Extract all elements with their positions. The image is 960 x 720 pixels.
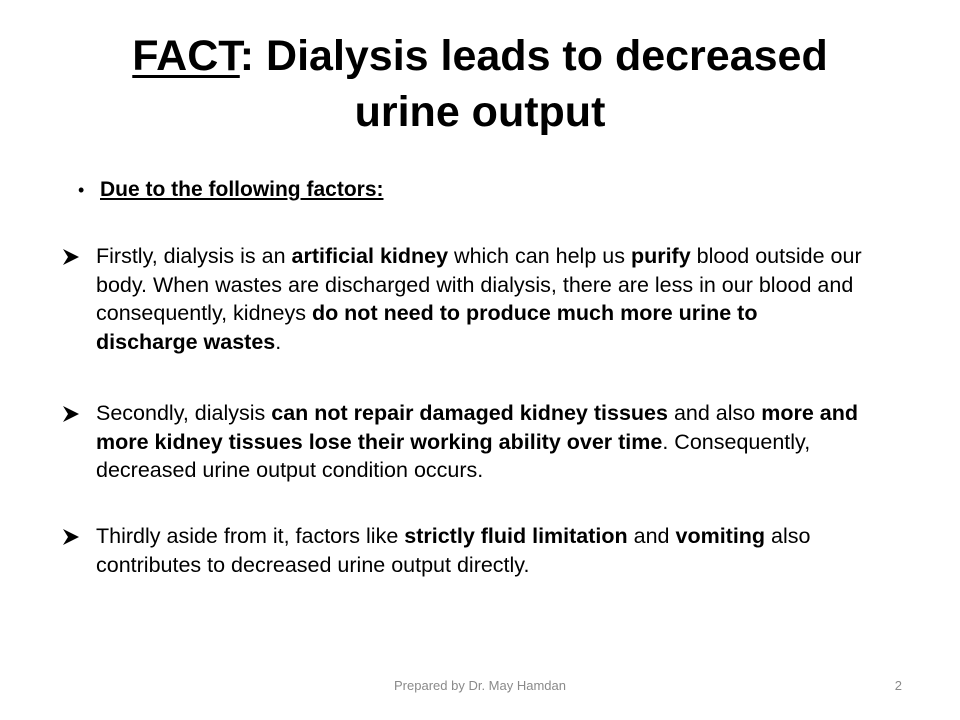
point-3 — [62, 522, 862, 579]
emphasis-text: vomiting — [675, 524, 766, 548]
body-text: Firstly, dialysis is an — [96, 244, 292, 268]
title-fact-word: FACT — [132, 32, 240, 80]
body-text: . Consequently, decreased urine output condition occurs. — [96, 429, 811, 482]
slide-title — [60, 28, 900, 140]
arrow-bullet-icon — [62, 248, 80, 266]
point-text — [96, 399, 862, 485]
body-text: which can help us — [448, 244, 631, 268]
body-text: blood outside our body. When wastes are discharged with dialysis, there are less in our blood and consequently, kidneys — [96, 244, 862, 325]
emphasis-text: purify — [630, 244, 691, 268]
emphasis-text: can not repair damaged kidney tissues — [271, 401, 668, 425]
arrow-bullet-icon — [62, 528, 80, 546]
arrow-bullet-icon — [62, 405, 80, 423]
emphasis-text: do not need to produce much more urine to discharge wastes — [96, 301, 758, 354]
body-text: . — [275, 329, 282, 354]
page-number: 2 — [894, 678, 902, 693]
intro-text: Due to the following factors: — [100, 178, 384, 201]
point-text — [96, 522, 862, 579]
emphasis-text: more and more kidney tissues lose their working ability over time — [96, 401, 858, 454]
point-text — [96, 242, 862, 356]
point-1 — [62, 242, 862, 356]
emphasis-text: artificial kidney — [291, 244, 449, 268]
body-text: Secondly, dialysis — [96, 401, 272, 425]
body-text: also contributes to decreased urine output directly. — [96, 524, 811, 577]
title-line-2: urine output — [354, 88, 606, 136]
footer-credit: Prepared by Dr. May Hamdan — [394, 678, 566, 693]
title-rest: : Dialysis leads to decreased — [239, 32, 828, 80]
body-text: Thirdly aside from it, factors like — [96, 524, 405, 548]
body-text: and — [627, 524, 676, 548]
bullet-dot-icon: • — [78, 180, 85, 200]
intro-bullet — [78, 176, 384, 204]
body-text: and also — [667, 401, 762, 425]
emphasis-text: strictly fluid limitation — [404, 524, 628, 548]
point-2 — [62, 399, 862, 485]
